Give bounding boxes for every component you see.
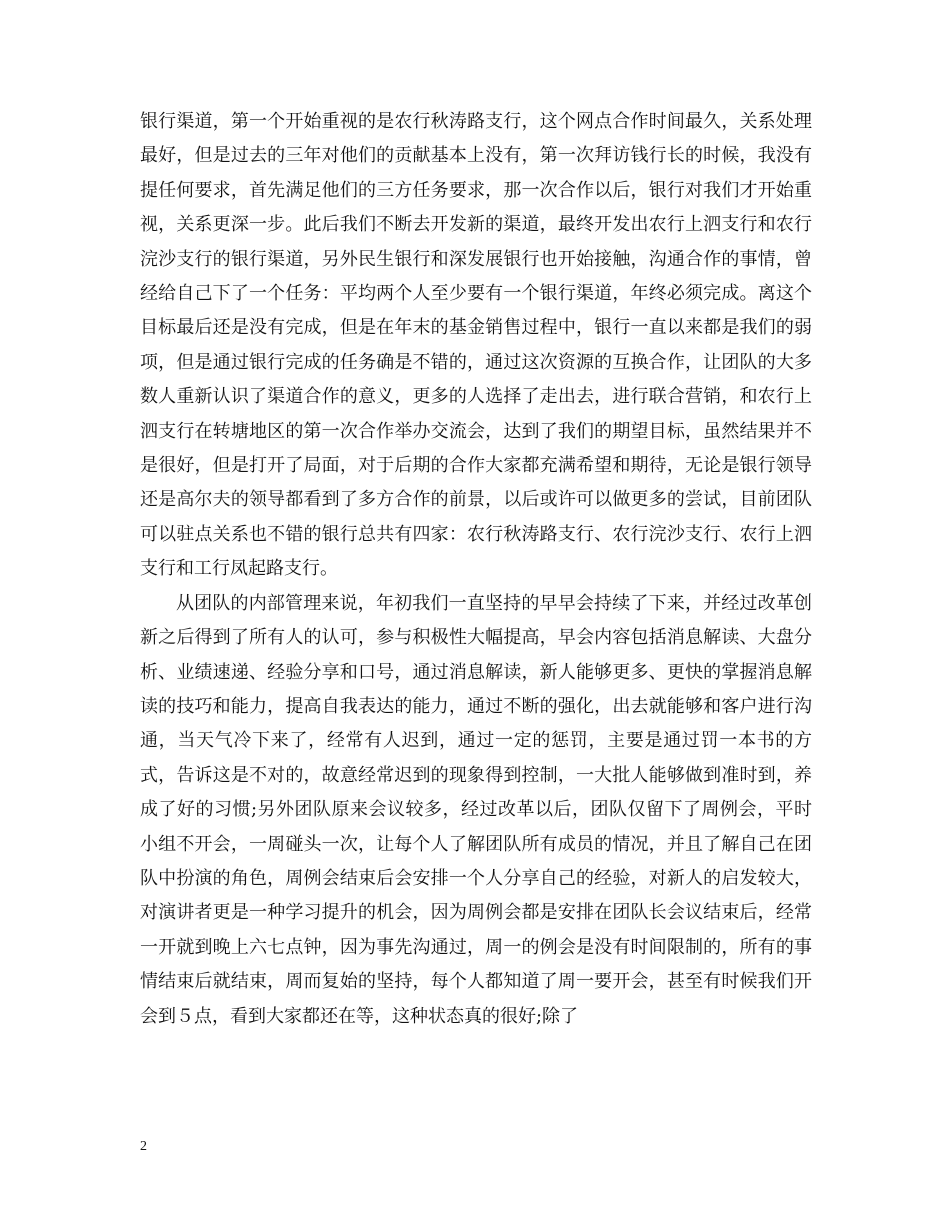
paragraph-internal-management: 从团队的内部管理来说，年初我们一直坚持的早早会持续了下来，并经过改革创新之后得到了所有人的认可，参与积极性大幅提高，早会内容包括消息解读、大盘分析、业绩速递、经验分享和口号，通过消息解读，新人能够更多、更快的掌握消息解读的技巧和能力，提高自我表达的能力，通过不断的强化，出去就能够和客户进行沟通，当天气冷下来了，经常有人迟到，通过一定的惩罚，主要是通过罚一本书的方式，告诉这是不对的，故意经常迟到的现象得到控制，一大批人能够做到准时到，养成了好的习惯;另外团队原来会议较多，经过改革以后，团队仅留下了周例会，平时小组不开会，一周碰头一次，让每个人了解团队所有成员的情况，并且了解自己在团队中扮演的角色，周例会结束后会安排一个人分享自己的经验，对新人的启发较大，对演讲者更是一种学习提升的机会，因为周例会都是安排在团队长会议结束后，经常一开就到晚上六七点钟，因为事先沟通过，周一的例会是没有时间限制的，所有的事情结束后就结束，周而复始的坚持，每个人都知道了周一要开会，甚至有时候我们开会到５点，看到大家都还在等，这种状态真的很好;除了 xyxy=(140,592,812,1027)
paragraph-bank-channels: 银行渠道，第一个开始重视的是农行秋涛路支行，这个网点合作时间最久，关系处理最好，但是过去的三年对他们的贡献基本上没有，第一次拜访钱行长的时候，我没有提任何要求，首先满足他们的三方任务要求，那一次合作以后，银行对我们才开始重视，关系更深一步。此后我们不断去开发新的渠道，最终开发出农行上泗支行和农行浣沙支行的银行渠道，另外民生银行和深发展银行也开始接触，沟通合作的事情，曾经给自己下了一个任务：平均两个人至少要有一个银行渠道，年终必须完成。离这个目标最后还是没有完成，但是在年末的基金销售过程中，银行一直以来都是我们的弱项，但是通过银行完成的任务确是不错的，通过这次资源的互换合作，让团队的大多数人重新认识了渠道合作的意义，更多的人选择了走出去，进行联合营销，和农行上泗支行在转塘地区的第一次合作举办交流会，达到了我们的期望目标，虽然结果并不是很好，但是打开了局面，对于后期的合作大家都充满希望和期待，无论是银行领导还是高尔夫的领导都看到了多方合作的前景，以后或许可以做更多的尝试，目前团队可以驻点关系也不错的银行总共有四家：农行秋涛路支行、农行浣沙支行、农行上泗支行和工行凤起路支行。 xyxy=(140,111,812,580)
document-body xyxy=(140,105,812,1034)
page-number: 2 xyxy=(140,1139,147,1154)
